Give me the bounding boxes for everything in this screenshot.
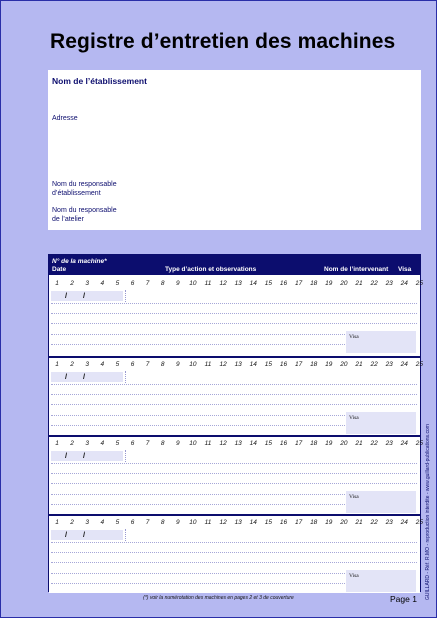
date-field[interactable] bbox=[51, 291, 123, 301]
visa-field[interactable] bbox=[346, 331, 416, 353]
day-number: 6 bbox=[130, 519, 135, 526]
day-number: 23 bbox=[385, 280, 393, 287]
day-number: 12 bbox=[219, 440, 227, 447]
entry-line[interactable] bbox=[51, 384, 417, 385]
day-number: 20 bbox=[340, 361, 348, 368]
register-header bbox=[49, 255, 420, 275]
date-separator: / bbox=[83, 291, 86, 300]
day-number: 4 bbox=[100, 280, 105, 287]
day-number: 1 bbox=[55, 361, 59, 368]
day-number: 21 bbox=[355, 361, 363, 368]
day-number: 9 bbox=[175, 361, 180, 368]
day-number: 14 bbox=[249, 440, 257, 447]
entry-line[interactable] bbox=[51, 573, 345, 574]
day-number: 25 bbox=[415, 280, 423, 287]
publisher-side-text: GUILLARD - Réf. R.MO - reproduction interdite - www.guillard-publications.com bbox=[425, 424, 431, 600]
day-number: 2 bbox=[70, 440, 74, 447]
visa-field-label: Visa bbox=[349, 415, 359, 421]
day-number: 19 bbox=[325, 361, 333, 368]
date-divider bbox=[125, 450, 126, 462]
day-number: 18 bbox=[310, 440, 318, 447]
day-number: 2 bbox=[70, 519, 74, 526]
day-number: 16 bbox=[279, 440, 288, 447]
day-number: 2 bbox=[70, 280, 74, 287]
responsible-workshop-line1: Nom du responsable bbox=[52, 207, 117, 214]
day-number: 11 bbox=[204, 440, 212, 447]
day-number: 20 bbox=[340, 440, 348, 447]
day-number: 18 bbox=[310, 361, 318, 368]
day-number: 1 bbox=[55, 519, 59, 526]
day-number: 5 bbox=[115, 361, 120, 368]
day-number-row bbox=[49, 361, 423, 371]
footnote: (*) voir la numérotation des machines en pages 2 et 3 de couverture bbox=[143, 595, 294, 601]
day-number: 20 bbox=[340, 519, 348, 526]
day-number: 6 bbox=[130, 361, 135, 368]
day-number: 10 bbox=[189, 519, 197, 526]
establishment-box bbox=[48, 70, 421, 230]
day-number: 15 bbox=[264, 361, 272, 368]
day-number: 25 bbox=[415, 519, 423, 526]
date-separator: / bbox=[83, 530, 86, 539]
day-number: 5 bbox=[115, 280, 120, 287]
date-field[interactable] bbox=[51, 451, 123, 461]
page-number: Page 1 bbox=[390, 594, 417, 604]
date-field[interactable] bbox=[51, 372, 123, 382]
date-header: Date bbox=[52, 266, 67, 273]
machine-entry-block bbox=[49, 277, 423, 356]
day-number: 10 bbox=[189, 440, 197, 447]
day-number: 12 bbox=[219, 361, 227, 368]
day-number: 15 bbox=[264, 280, 272, 287]
entry-line[interactable] bbox=[51, 323, 417, 324]
day-number: 10 bbox=[189, 361, 197, 368]
day-number: 11 bbox=[204, 519, 212, 526]
day-number: 18 bbox=[310, 519, 318, 526]
entry-line[interactable] bbox=[51, 473, 417, 474]
day-number: 3 bbox=[85, 361, 89, 368]
day-number: 17 bbox=[294, 280, 303, 287]
responsible-establishment-line2: d’établissement bbox=[52, 189, 101, 197]
date-divider bbox=[125, 290, 126, 302]
machine-entry-block bbox=[49, 356, 423, 435]
address-label: Adresse bbox=[52, 115, 78, 122]
day-number: 5 bbox=[115, 519, 120, 526]
machine-number-header: N° de la machine* bbox=[52, 258, 107, 265]
entry-line[interactable] bbox=[51, 404, 417, 405]
day-number: 14 bbox=[249, 361, 257, 368]
entry-line[interactable] bbox=[51, 394, 417, 395]
date-separator: / bbox=[65, 530, 68, 539]
day-number: 16 bbox=[279, 280, 288, 287]
day-number: 5 bbox=[115, 440, 120, 447]
entry-line[interactable] bbox=[51, 303, 417, 304]
responsible-workshop-label bbox=[52, 207, 117, 224]
day-number-row bbox=[49, 519, 423, 529]
date-separator: / bbox=[83, 451, 86, 460]
entry-line[interactable] bbox=[51, 583, 345, 584]
day-number: 4 bbox=[100, 519, 105, 526]
date-field[interactable] bbox=[51, 530, 123, 540]
day-number: 22 bbox=[370, 361, 378, 368]
day-number: 25 bbox=[415, 440, 423, 447]
visa-field-label: Visa bbox=[349, 334, 359, 340]
day-number: 17 bbox=[294, 440, 303, 447]
entry-line[interactable] bbox=[51, 425, 345, 426]
day-number: 8 bbox=[160, 519, 165, 526]
day-number: 25 bbox=[415, 361, 423, 368]
day-number: 23 bbox=[385, 440, 393, 447]
day-number: 13 bbox=[234, 519, 242, 526]
entry-line[interactable] bbox=[51, 463, 417, 464]
day-number: 13 bbox=[234, 280, 242, 287]
day-number: 23 bbox=[385, 519, 393, 526]
intervenant-header: Nom de l’intervenant bbox=[324, 266, 389, 273]
responsible-establishment-line1: Nom du responsable bbox=[52, 181, 117, 188]
day-number: 7 bbox=[145, 440, 150, 447]
day-number: 14 bbox=[249, 280, 257, 287]
date-divider bbox=[125, 371, 126, 383]
day-number: 8 bbox=[160, 440, 165, 447]
day-number: 20 bbox=[340, 280, 348, 287]
day-number: 8 bbox=[160, 361, 165, 368]
day-number: 12 bbox=[219, 519, 227, 526]
entry-line[interactable] bbox=[51, 494, 345, 495]
day-number: 21 bbox=[355, 440, 363, 447]
day-number: 9 bbox=[175, 280, 180, 287]
day-number: 21 bbox=[355, 519, 363, 526]
visa-header: Visa bbox=[398, 266, 412, 273]
action-type-header: Type d’action et observations bbox=[165, 266, 257, 273]
day-number: 3 bbox=[85, 440, 89, 447]
day-number: 1 bbox=[55, 440, 59, 447]
entry-line[interactable] bbox=[51, 483, 417, 484]
day-number: 19 bbox=[325, 440, 333, 447]
entry-line[interactable] bbox=[51, 504, 345, 505]
day-number: 17 bbox=[294, 361, 303, 368]
day-number: 19 bbox=[325, 280, 333, 287]
date-divider bbox=[125, 529, 126, 541]
day-number: 18 bbox=[310, 280, 318, 287]
day-number: 17 bbox=[294, 519, 303, 526]
day-number: 16 bbox=[279, 519, 288, 526]
day-number: 3 bbox=[85, 280, 89, 287]
day-number: 4 bbox=[100, 440, 105, 447]
day-number: 7 bbox=[145, 519, 150, 526]
day-number: 9 bbox=[175, 440, 180, 447]
visa-field[interactable] bbox=[346, 412, 416, 434]
establishment-heading: Nom de l’établissement bbox=[52, 76, 147, 86]
entry-line[interactable] bbox=[51, 334, 345, 335]
day-number: 10 bbox=[189, 280, 197, 287]
machine-entry-block bbox=[49, 435, 423, 514]
day-number: 4 bbox=[100, 361, 105, 368]
day-number: 14 bbox=[249, 519, 257, 526]
day-number: 7 bbox=[145, 280, 150, 287]
day-number: 2 bbox=[70, 361, 74, 368]
entry-line[interactable] bbox=[51, 344, 345, 345]
responsible-establishment-label bbox=[52, 181, 117, 198]
date-separator: / bbox=[83, 372, 86, 381]
machine-entry-block bbox=[49, 514, 423, 593]
visa-field-label: Visa bbox=[349, 573, 359, 579]
day-number: 9 bbox=[175, 519, 180, 526]
day-number-row bbox=[49, 280, 423, 290]
day-number: 8 bbox=[160, 280, 165, 287]
date-separator: / bbox=[65, 372, 68, 381]
day-number: 15 bbox=[264, 519, 272, 526]
day-number: 21 bbox=[355, 280, 363, 287]
day-number: 22 bbox=[370, 440, 378, 447]
day-number: 12 bbox=[219, 280, 227, 287]
day-number: 23 bbox=[385, 361, 393, 368]
day-number: 16 bbox=[279, 361, 288, 368]
visa-field[interactable] bbox=[346, 570, 416, 592]
entry-line[interactable] bbox=[51, 313, 417, 314]
day-number: 3 bbox=[85, 519, 89, 526]
entry-line[interactable] bbox=[51, 542, 417, 543]
day-number: 11 bbox=[204, 280, 212, 287]
day-number: 13 bbox=[234, 361, 242, 368]
entry-line[interactable] bbox=[51, 415, 345, 416]
entry-line[interactable] bbox=[51, 562, 417, 563]
maintenance-register-table bbox=[48, 254, 421, 592]
day-number: 22 bbox=[370, 280, 378, 287]
page-title: Registre d’entretien des machines bbox=[50, 30, 396, 53]
day-number: 24 bbox=[400, 440, 408, 447]
date-separator: / bbox=[65, 291, 68, 300]
day-number: 24 bbox=[400, 361, 408, 368]
day-number: 11 bbox=[204, 361, 212, 368]
day-number: 24 bbox=[400, 280, 408, 287]
visa-field[interactable] bbox=[346, 491, 416, 513]
responsible-workshop-line2: de l’atelier bbox=[52, 215, 84, 223]
day-number-row bbox=[49, 440, 423, 450]
day-number: 13 bbox=[234, 440, 242, 447]
day-number: 1 bbox=[55, 280, 59, 287]
entry-line[interactable] bbox=[51, 552, 417, 553]
day-number: 19 bbox=[325, 519, 333, 526]
visa-field-label: Visa bbox=[349, 494, 359, 500]
day-number: 24 bbox=[400, 519, 408, 526]
date-separator: / bbox=[65, 451, 68, 460]
day-number: 7 bbox=[145, 361, 150, 368]
day-number: 22 bbox=[370, 519, 378, 526]
day-number: 6 bbox=[130, 440, 135, 447]
day-number: 15 bbox=[264, 440, 272, 447]
day-number: 6 bbox=[130, 280, 135, 287]
